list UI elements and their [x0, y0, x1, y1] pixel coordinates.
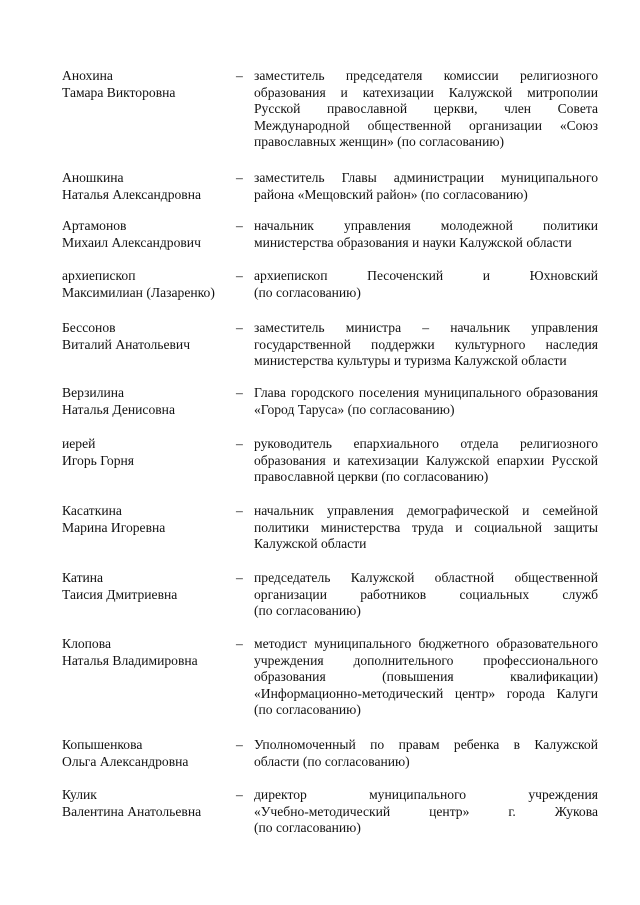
member-name-line-1: Аношкина	[62, 170, 124, 185]
position-text-line: (по согласованию)	[254, 820, 361, 836]
member-name	[62, 570, 232, 603]
position-text-line: области (по согласованию)	[254, 753, 410, 769]
position-text-line: «Город Таруса» (по согласованию)	[254, 401, 455, 417]
position-text-line: Калужской области	[254, 536, 367, 552]
member-name-line-1: Кулик	[62, 787, 97, 802]
member-name	[62, 737, 232, 770]
separator-dash: –	[236, 268, 243, 283]
position-text-line: директор муниципального учреждения	[254, 787, 598, 802]
member-name-line-1: Артамонов	[62, 218, 127, 233]
position-text-line: «Учебно-методический центр» г. Жукова	[254, 803, 598, 819]
member-position	[254, 436, 598, 486]
position-text-line: православных женщин» (по согласованию)	[254, 134, 505, 150]
separator-dash: –	[236, 385, 243, 400]
position-text-line: методист муниципального бюджетного образовательного	[254, 636, 598, 651]
position-text-line: политики министерства труда и социальной защиты	[254, 519, 598, 535]
position-text-line: «Информационно-методический центр» города Калуги	[254, 685, 598, 701]
member-name-line-2: Ольга Александровна	[62, 753, 189, 769]
member-name-line-2: Михаил Александрович	[62, 234, 201, 250]
position-text-line: министерства образования и науки Калужской области	[254, 234, 572, 250]
separator-dash: –	[236, 570, 243, 585]
member-name	[62, 320, 232, 353]
member-name-line-2: Игорь Горня	[62, 452, 135, 468]
member-name	[62, 636, 232, 669]
position-text-line: архиепископ Песоченский и Юхновский	[254, 268, 598, 283]
position-text-line: образования (повышения квалификации)	[254, 669, 598, 685]
member-name-line-2: Валентина Анатольевна	[62, 803, 202, 819]
member-position	[254, 68, 598, 151]
position-text-line: заместитель председателя комиссии религиозного	[254, 68, 598, 83]
separator-dash: –	[236, 320, 243, 335]
position-text-line: заместитель Главы администрации муниципального	[254, 170, 598, 185]
separator-dash: –	[236, 636, 243, 651]
position-text-line: (по согласованию)	[254, 284, 361, 300]
member-name-line-2: Тамара Викторовна	[62, 84, 176, 100]
member-name-line-2: Максимилиан (Лазаренко)	[62, 284, 215, 300]
member-name-line-1: архиепископ	[62, 268, 136, 283]
member-name-line-1: иерей	[62, 436, 96, 451]
member-name-line-1: Копышенкова	[62, 737, 143, 752]
member-position	[254, 737, 598, 770]
position-text-line: заместитель министра – начальник управления	[254, 320, 598, 335]
position-text-line: православной церкви (по согласованию)	[254, 469, 489, 485]
member-name	[62, 268, 232, 301]
position-text-line: организации работников социальных служб	[254, 586, 598, 602]
position-text-line: образования и катехизации Калужской митрополии	[254, 84, 598, 100]
position-text-line: Глава городского поселения муниципального образования	[254, 385, 598, 400]
member-name-line-1: Верзилина	[62, 385, 125, 400]
separator-dash: –	[236, 787, 243, 802]
member-name	[62, 503, 232, 536]
position-text-line: образования и катехизации Калужской епархии Русской	[254, 452, 598, 468]
position-text-line: министерства культуры и туризма Калужской области	[254, 353, 567, 369]
separator-dash: –	[236, 503, 243, 518]
member-name	[62, 385, 232, 418]
member-name-line-2: Марина Игоревна	[62, 519, 166, 535]
member-name	[62, 170, 232, 203]
member-name	[62, 68, 232, 101]
member-name	[62, 436, 232, 469]
member-position	[254, 503, 598, 553]
position-text-line: председатель Калужской областной общественной	[254, 570, 598, 585]
separator-dash: –	[236, 170, 243, 185]
member-position	[254, 320, 598, 370]
member-position	[254, 787, 598, 837]
position-text-line: Международной общественной организации «Союз	[254, 117, 598, 133]
member-position	[254, 218, 598, 251]
position-text-line: начальник управления демографической и семейной	[254, 503, 598, 518]
separator-dash: –	[236, 68, 243, 83]
position-text-line: (по согласованию)	[254, 702, 361, 718]
member-name-line-1: Бессонов	[62, 320, 116, 335]
position-text-line: государственной поддержки культурного наследия	[254, 336, 598, 352]
separator-dash: –	[236, 436, 243, 451]
member-name	[62, 218, 232, 251]
member-name-line-2: Таисия Дмитриевна	[62, 586, 178, 602]
member-name-line-1: Касаткина	[62, 503, 122, 518]
position-text-line: руководитель епархиального отдела религиозного	[254, 436, 598, 451]
position-text-line: Уполномоченный по правам ребенка в Калужской	[254, 737, 598, 752]
member-position	[254, 636, 598, 719]
member-name-line-2: Виталий Анатольевич	[62, 336, 191, 352]
position-text-line: начальник управления молодежной политики	[254, 218, 598, 233]
member-position	[254, 268, 598, 301]
member-name-line-2: Наталья Денисовна	[62, 401, 175, 417]
separator-dash: –	[236, 218, 243, 233]
position-text-line: (по согласованию)	[254, 603, 361, 619]
member-name-line-2: Наталья Александровна	[62, 186, 202, 202]
member-name-line-1: Клопова	[62, 636, 111, 651]
member-position	[254, 170, 598, 203]
separator-dash: –	[236, 737, 243, 752]
member-name	[62, 787, 232, 820]
member-position	[254, 385, 598, 418]
member-name-line-1: Анохина	[62, 68, 113, 83]
position-text-line: Русской православной церкви, член Совета	[254, 101, 598, 117]
member-name-line-1: Катина	[62, 570, 104, 585]
position-text-line: района «Мещовский район» (по согласованию)	[254, 186, 528, 202]
position-text-line: учреждения дополнительного профессионального	[254, 652, 598, 668]
member-name-line-2: Наталья Владимировна	[62, 652, 198, 668]
member-position	[254, 570, 598, 620]
